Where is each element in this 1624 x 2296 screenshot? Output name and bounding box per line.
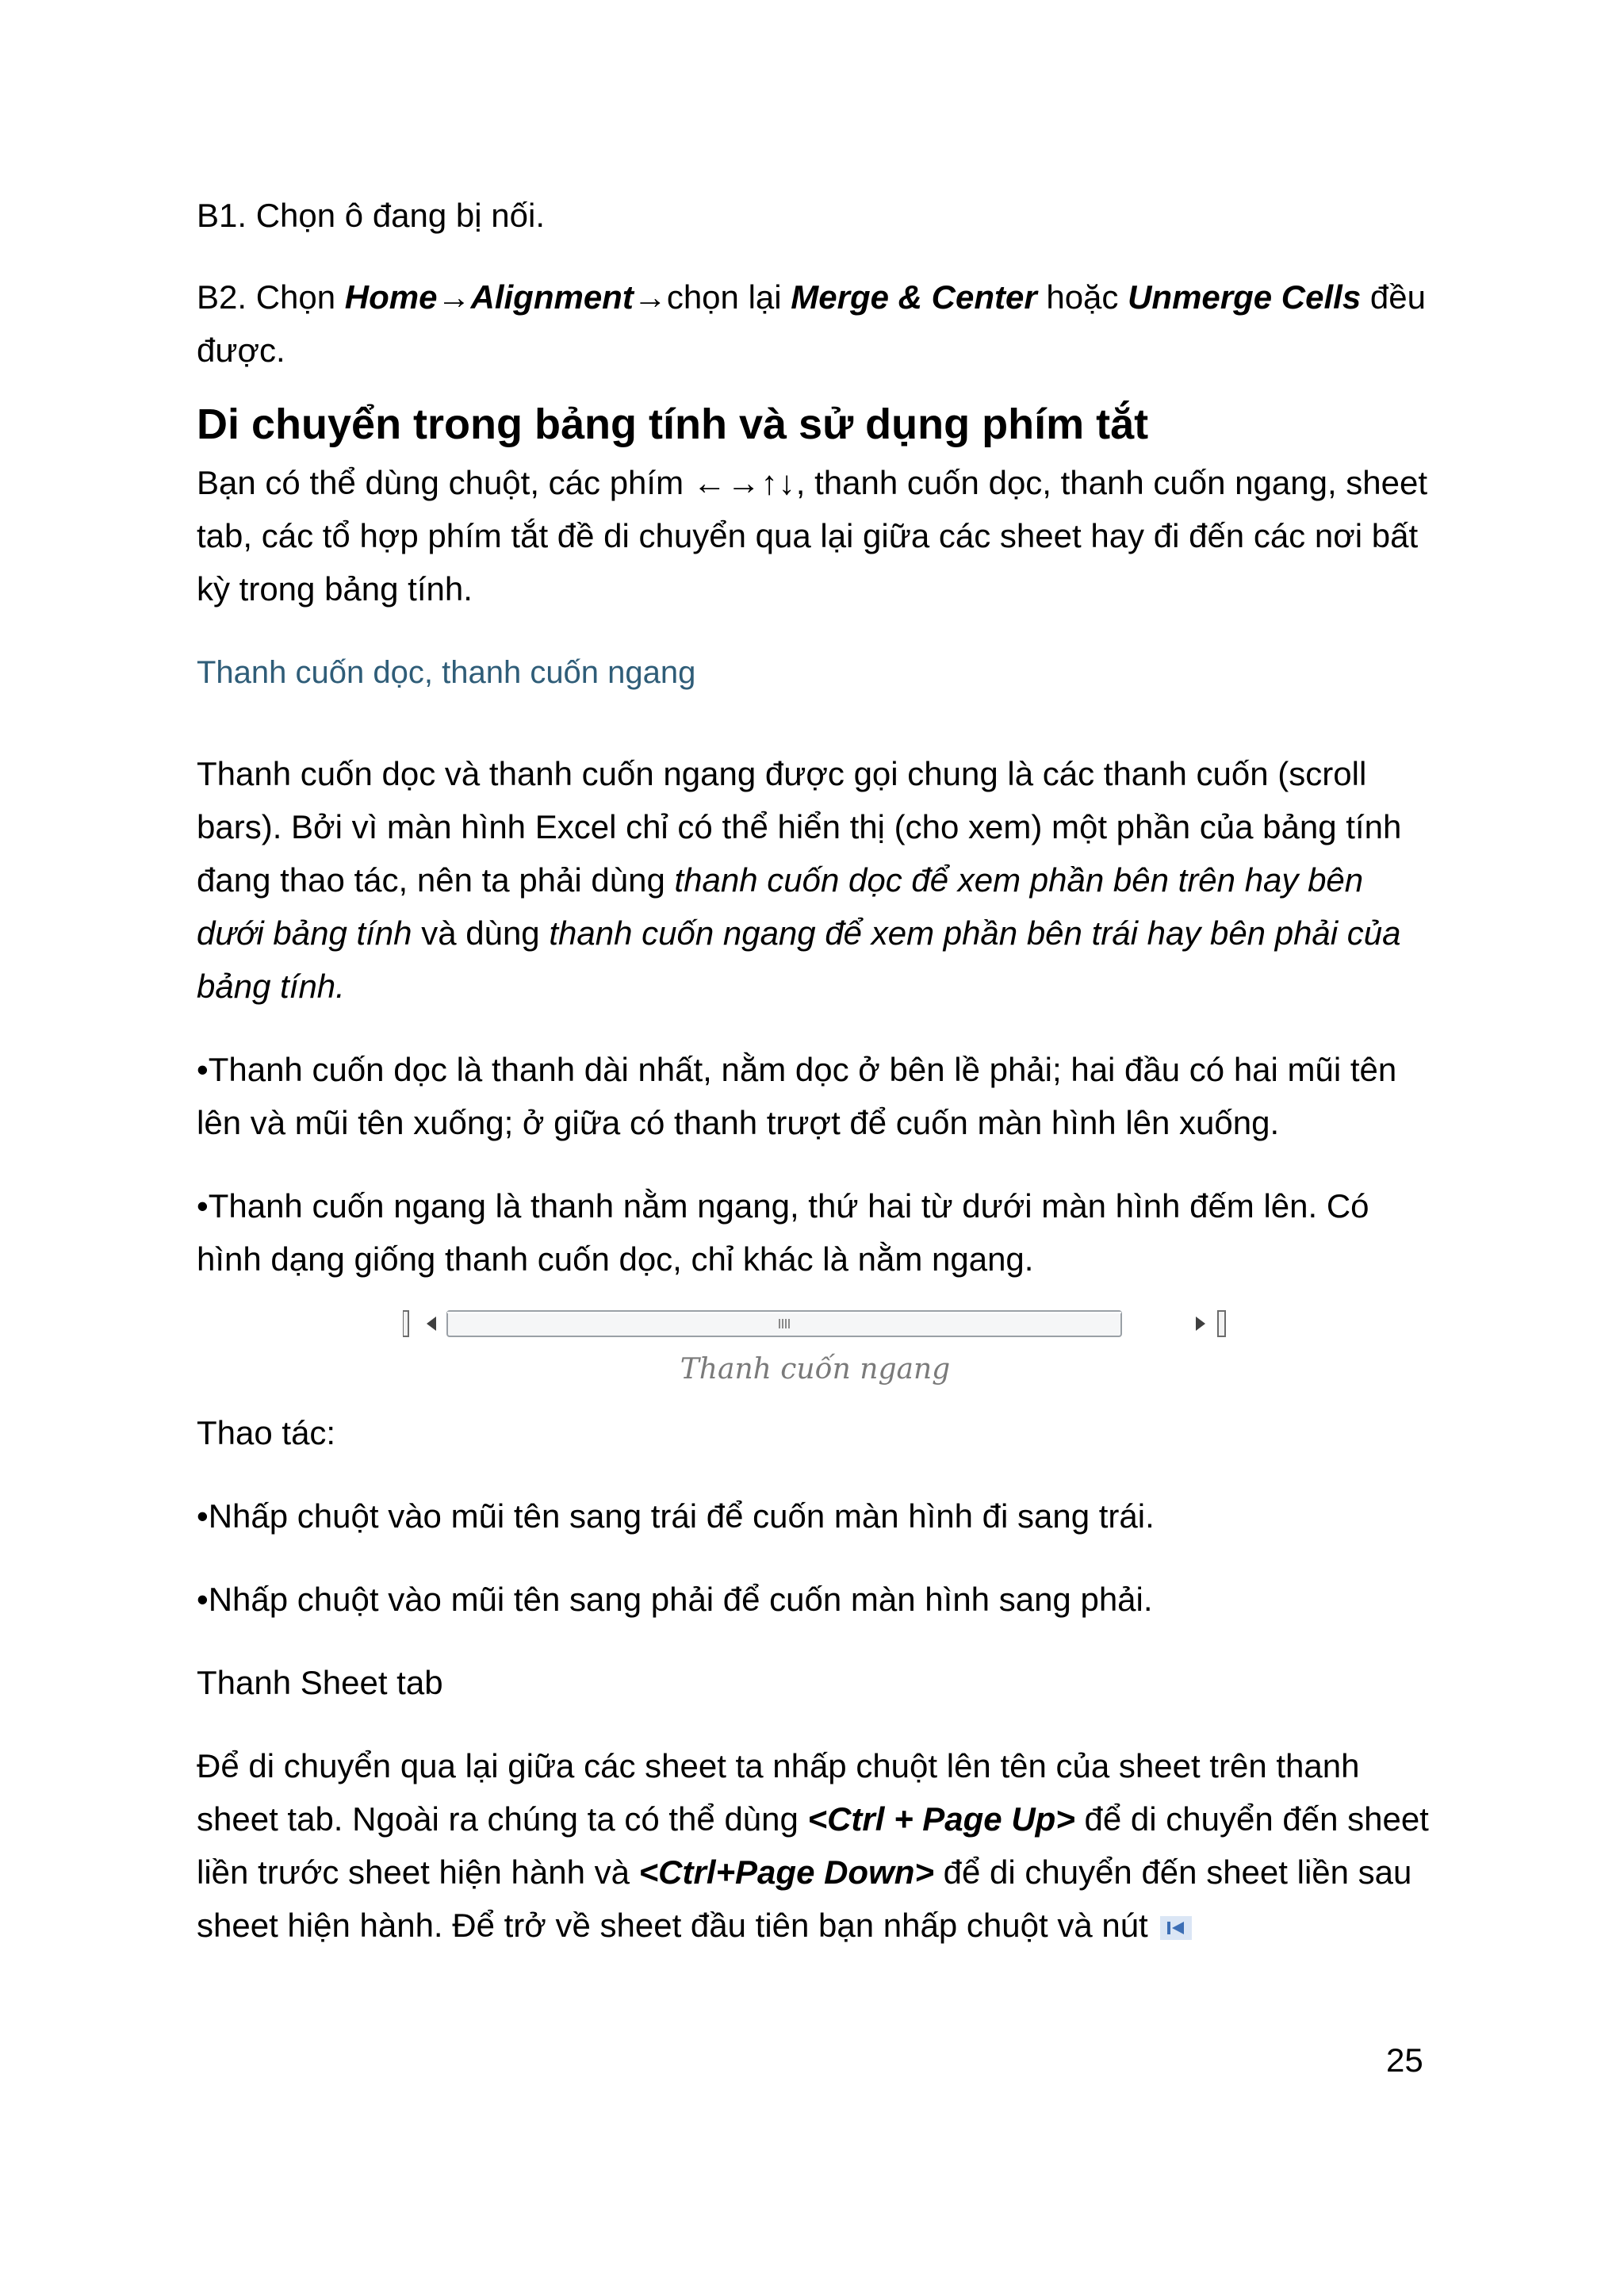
b2-unmerge: Unmerge Cells [1128,278,1362,316]
bullet-horizontal-scrollbar: •Thanh cuốn ngang là thanh nằm ngang, thứ hai từ dưới màn hình đếm lên. Có hình dạng giống thanh cuốn dọc, chỉ khác là nằm ngang. [197,1187,1369,1278]
b2-prefix: B2. Chọn [197,278,345,316]
left-split-handle [403,1311,408,1336]
b2-suffix: đều được. [197,278,1426,369]
shortcut-ctrl-page-down: <Ctrl+Page Down> [638,1853,934,1891]
scroll-text-2: và dùng [412,914,550,952]
thao-tac-label: Thao tác: [197,1414,336,1451]
section-heading: Di chuyển trong bảng tính và sử dụng phím tắt [197,401,1149,448]
shortcut-ctrl-page-up: <Ctrl + Page Up> [807,1800,1075,1838]
intro-paragraph [197,456,1434,615]
figure-caption: Thanh cuốn ngang [680,1353,951,1386]
document-page [197,189,1434,1952]
sheet-tab-text-3: để di chuyển đến sheet liền sau sheet hiện hành. Để trở về sheet đầu tiên bạn nhấp chuột và nút [197,1853,1412,1944]
action-scroll-left: •Nhấp chuột vào mũi tên sang trái để cuốn màn hình đi sang trái. [197,1497,1155,1535]
intro-suffix: , thanh cuốn dọc, thanh cuốn ngang, sheet tab, các tổ hợp phím tắt đề di chuyển qua lại giữa các sheet hay đi đến các nơi bất kỳ trong bảng tính. [197,464,1428,608]
scroll-text-1: Thanh cuốn dọc và thanh cuốn ngang được gọi chung là các thanh cuốn (scroll bars). Bởi vì màn hình Excel chỉ có thể hiển thị (cho xem) một phần của bảng tính đang thao tác, nên ta phải dùng [197,755,1402,899]
horizontal-scrollbar-figure [403,1306,1228,1341]
b2-alignment: Alignment [470,278,634,316]
subheading-scrollbars: Thanh cuốn dọc, thanh cuốn ngang [197,655,696,690]
b2-or: hoặc [1036,278,1128,316]
first-sheet-icon [1160,1916,1192,1940]
bullet-vertical-scrollbar: •Thanh cuốn dọc là thanh dài nhất, nằm dọc ở bên lề phải; hai đầu có hai mũi tên lên và mũi tên xuống; ở giữa có thanh trượt để cuốn màn hình lên xuống. [197,1051,1397,1141]
scrollbar-thumb [447,1311,1121,1336]
b2-arrow-2: → [633,278,667,316]
scroll-italic-2: thanh cuốn ngang để xem phần bên trái hay bên phải của bảng tính. [197,914,1401,1005]
b2-home: Home [344,278,438,316]
arrow-keys: ←→↑↓ [692,464,796,501]
scrollbar-paragraph [197,747,1434,1013]
intro-prefix: Bạn có thể dùng chuột, các phím [197,464,693,501]
scroll-italic-1: thanh cuốn dọc để xem phần bên trên hay bên dưới bảng tính [197,861,1364,952]
right-split-handle [1218,1311,1225,1336]
step-b2 [197,270,1434,377]
horizontal-scrollbar-image [403,1306,1228,1341]
sheet-tab-heading: Thanh Sheet tab [197,1664,443,1701]
step-b1: B1. Chọn ô đang bị nối. [197,197,545,234]
sheet-tab-text-2: để di chuyển đến sheet liền trước sheet hiện hành và [197,1800,1429,1891]
sheet-tab-paragraph [197,1739,1434,1952]
triangle-right-icon [1196,1317,1205,1331]
b2-arrow-1: → [437,278,471,316]
action-scroll-right: •Nhấp chuột vào mũi tên sang phải để cuốn màn hình sang phải. [197,1581,1153,1618]
sheet-tab-text-1: Để di chuyển qua lại giữa các sheet ta nhấp chuột lên tên của sheet trên thanh sheet tab. Ngoài ra chúng ta có thể dùng [197,1747,1360,1838]
b2-middle: chọn lại [666,278,791,316]
b2-merge: Merge & Center [791,278,1037,316]
triangle-left-icon [427,1317,436,1331]
page-number: 25 [1386,2041,1423,2079]
